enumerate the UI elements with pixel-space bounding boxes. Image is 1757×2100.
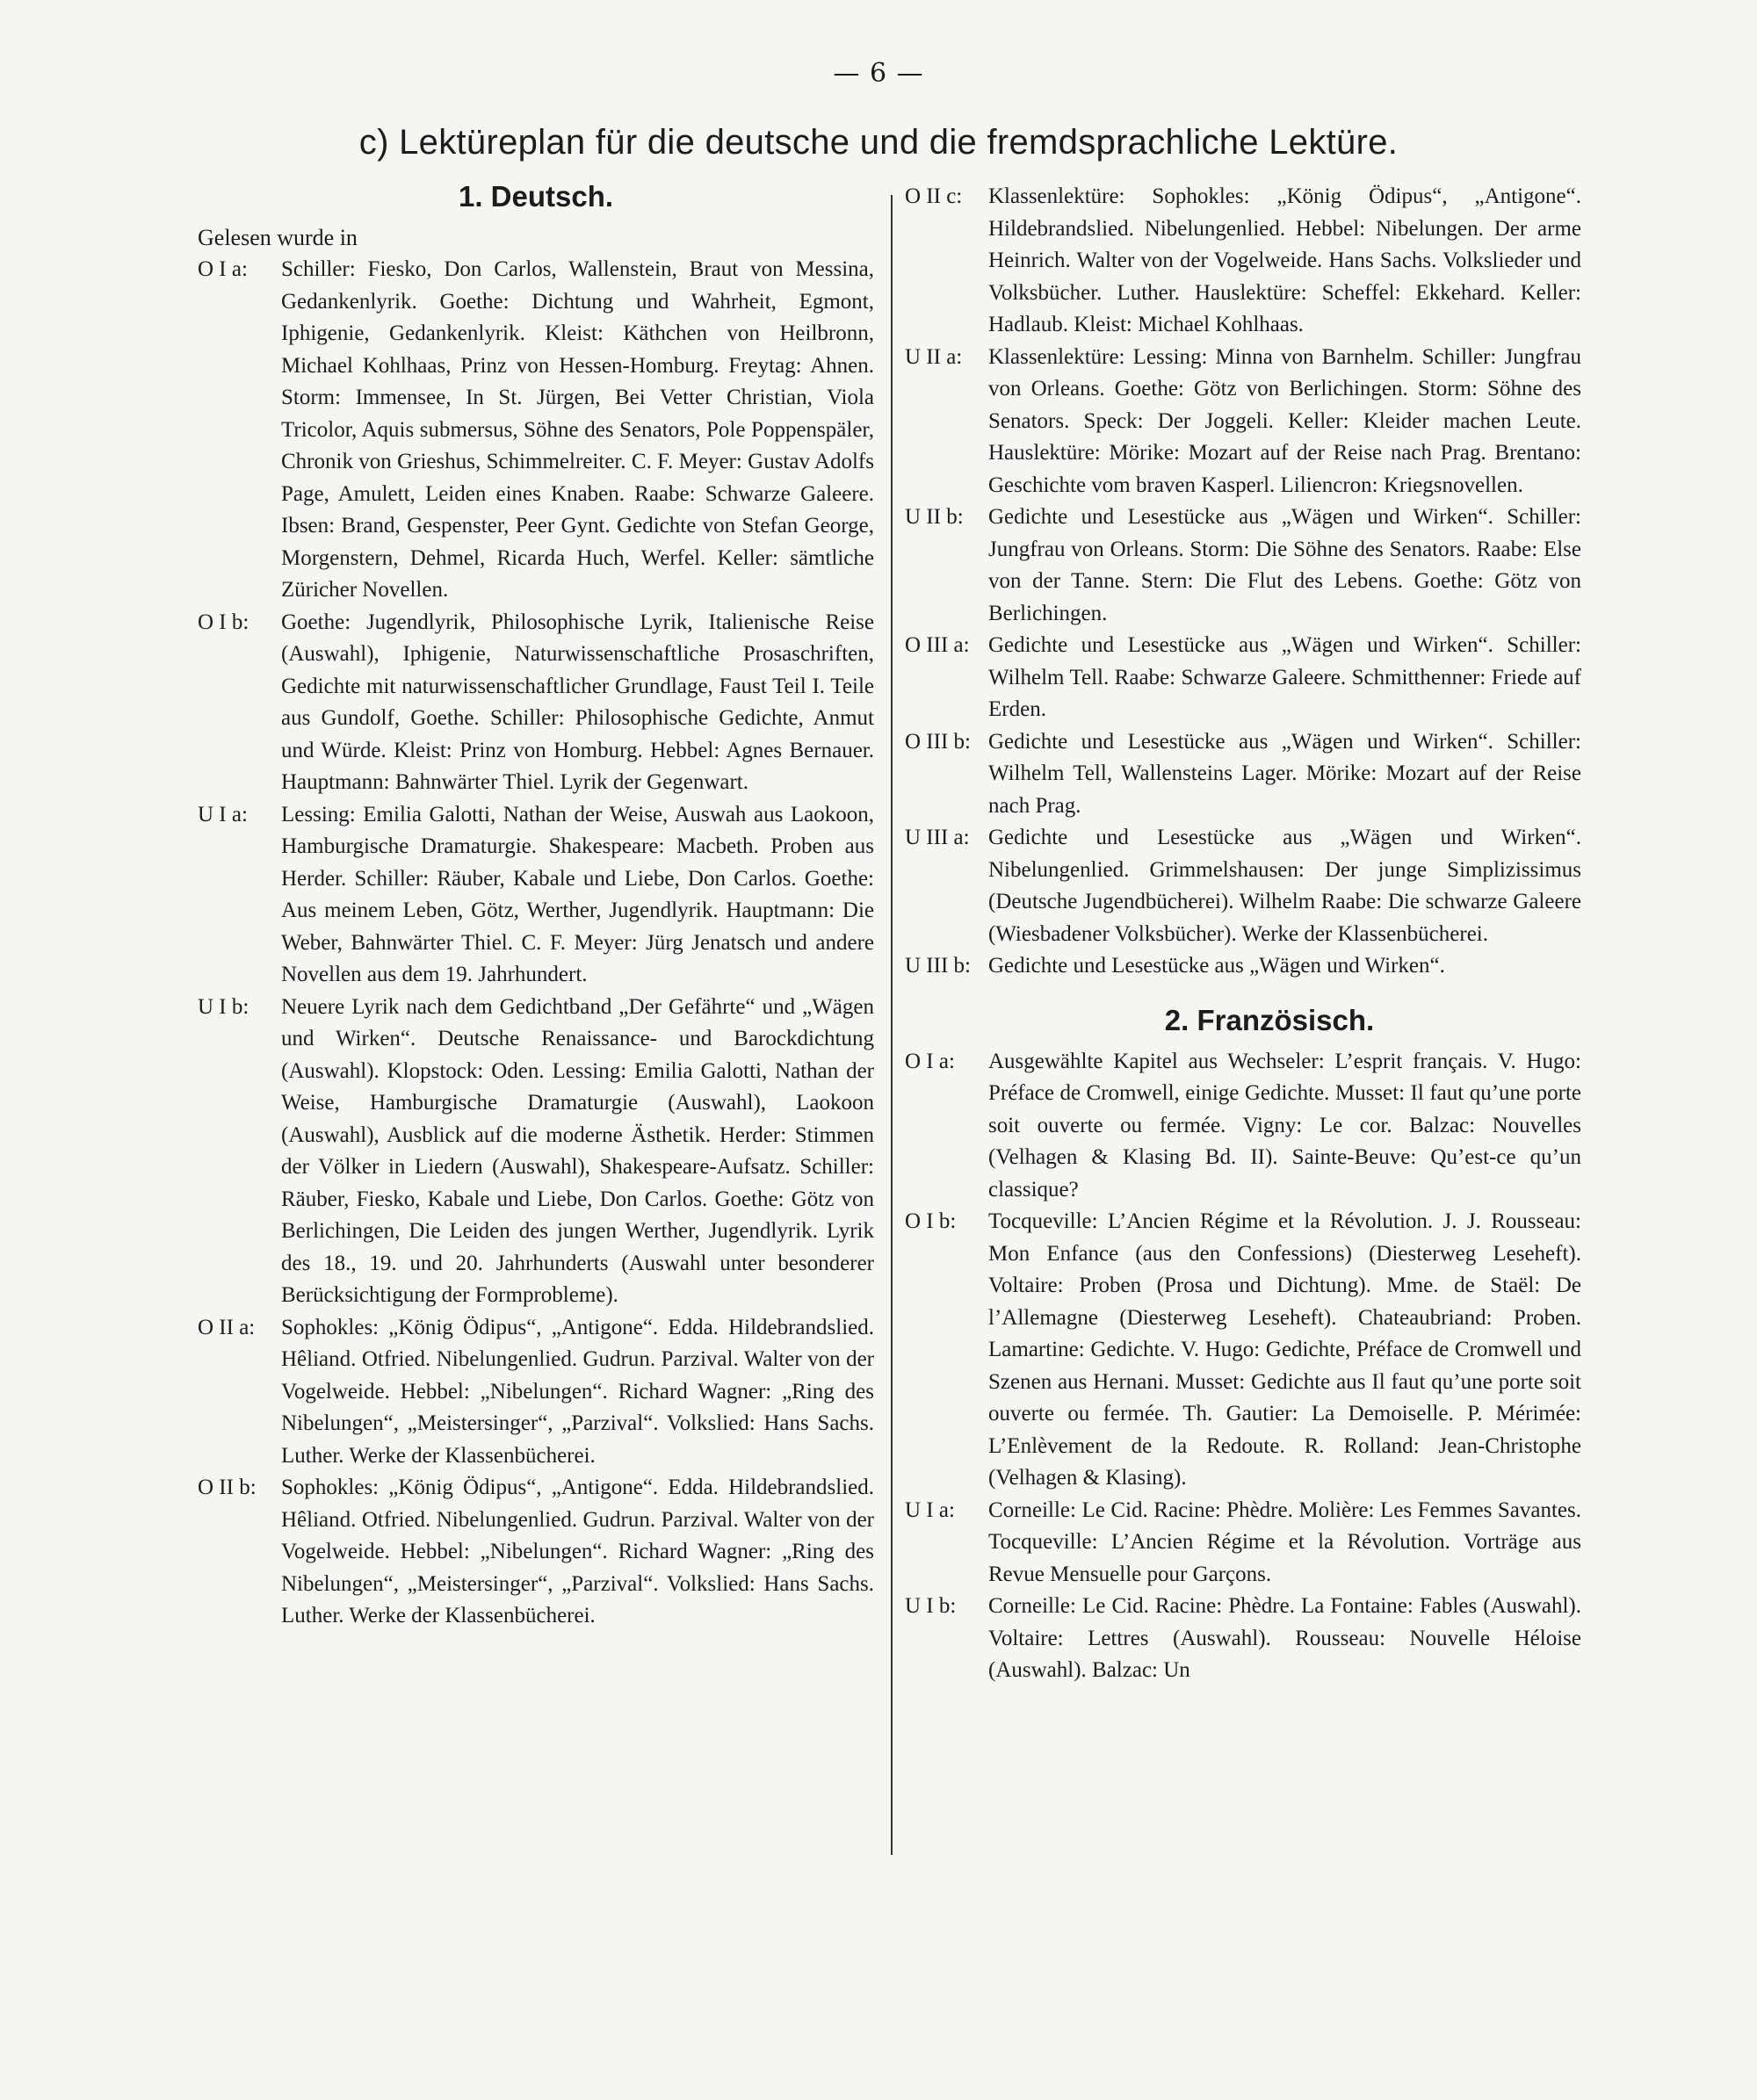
class-label: O III b: bbox=[905, 729, 971, 754]
reading-text: Goethe: Jugendlyrik, Philosophische Lyrik, Italienische Reise (Auswahl), Iphigenie, Naturwissenschaftliche Prosaschriften, Gedichte mit naturwissenschaftlicher Grundlage, Faust Teil I. Teile aus Gundolf, Goethe. Schiller: Philosophische Gedichte, Anmut und Würde. Kleist: Prinz von Homburg. Hebbel: Agnes Bernauer. Hauptmann: Bahnwärter Thiel. Lyrik der Gegenwart. bbox=[281, 610, 874, 794]
class-label: O II a: bbox=[198, 1315, 256, 1339]
class-label: U III b: bbox=[905, 954, 971, 978]
class-label: O I b: bbox=[198, 610, 249, 634]
class-label: U I b: bbox=[198, 994, 249, 1019]
class-label: U II b: bbox=[905, 505, 964, 529]
class-label: O I a: bbox=[905, 1049, 955, 1073]
reading-entry bbox=[198, 1312, 874, 1473]
reading-entry bbox=[198, 254, 874, 607]
reading-entry bbox=[905, 630, 1581, 726]
reading-text: Klassenlektüre: Lessing: Minna von Barnhelm. Schiller: Jungfrau von Orleans. Goethe: Götz von Berlichingen. Storm: Söhne des Senators. Speck: Der Joggeli. Keller: Kleider machen Leute. Hauslektüre: Mörike: Mozart auf der Reise nach Prag. Brentano: Geschichte vom braven Kasperl. Liliencron: Kriegsnovellen. bbox=[988, 344, 1581, 497]
reading-entry bbox=[905, 950, 1581, 983]
reading-entry bbox=[905, 726, 1581, 823]
reading-text: Ausgewählte Kapitel aus Wechseler: L’esprit français. V. Hugo: Préface de Cromwell, einige Gedichte. Musset: Il faut qu’une porte soit ouverte ou fermée. Vigny: Le cor. Balzac: Nouvelles (Velhagen & Klasing Bd. II). Sainte-Beuve: Qu’est-ce qu’un classique? bbox=[988, 1049, 1581, 1202]
reading-text: Klassenlektüre: Sophokles: „König Ödipus“, „Antigone“. Hildebrandslied. Nibelungenlied. Hebbel: Nibelungen. Der arme Heinrich. Walter von der Vogelweide. Hans Sachs. Volkslieder und Volksbücher. Luther. Hauslektüre: Scheffel: Ekkehard. Keller: Hadlaub. Kleist: Michael Kohlhaas. bbox=[988, 184, 1581, 336]
section-heading-deutsch: 1. Deutsch. bbox=[458, 180, 614, 213]
reading-text: Corneille: Le Cid. Racine: Phèdre. La Fontaine: Fables (Auswahl). Voltaire: Lettres (Auswahl). Rousseau: Nouvelle Héloise (Auswahl). Balzac: Un bbox=[988, 1594, 1581, 1682]
reading-entry bbox=[905, 181, 1581, 342]
reading-text: Gedichte und Lesestücke aus „Wägen und Wirken“. Schiller: Wilhelm Tell. Raabe: Schwarze Galeere. Schmitthenner: Friede auf Erden. bbox=[988, 633, 1581, 721]
reading-text: Gedichte und Lesestücke aus „Wägen und Wirken“. Nibelungenlied. Grimmelshausen: Der junge Simplizissimus (Deutsche Jugendbücherei). Wilhelm Raabe: Die schwarze Galeere (Wiesbadener Volksbücher). Werke der Klassenbücherei. bbox=[988, 826, 1581, 946]
reading-text: Gedichte und Lesestücke aus „Wägen und Wirken“. Schiller: Jungfrau von Orleans. Storm: Die Söhne des Senators. Raabe: Else von der Tanne. Stern: Die Flut des Lebens. Goethe: Götz von Berlichingen. bbox=[988, 505, 1581, 625]
reading-entry bbox=[905, 1206, 1581, 1495]
reading-text: Lessing: Emilia Galotti, Nathan der Weise, Auswah aus Laokoon, Hamburgische Dramaturgie. Shakespeare: Macbeth. Proben aus Herder. Schiller: Räuber, Kabale und Liebe, Don Carlos. Goethe: Aus meinem Leben, Götz, Werther, Jugendlyrik. Hauptmann: Die Weber, Bahnwärter Thiel. C. F. Meyer: Jürg Jenatsch und andere Novellen aus dem 19. Jahrhundert. bbox=[281, 802, 874, 986]
left-column bbox=[198, 180, 874, 2060]
reading-entry bbox=[905, 822, 1581, 950]
reading-text: Gedichte und Lesestücke aus „Wägen und Wirken“. bbox=[988, 954, 1445, 978]
class-label: U III a: bbox=[905, 826, 970, 849]
reading-text: Sophokles: „König Ödipus“, „Antigone“. Edda. Hildebrandslied. Hêliand. Otfried. Nibelungenlied. Gudrun. Parzival. Walter von der Vogelweide. Hebbel: „Nibelungen“. Richard Wagner: „Ring des Nibelungen“, „Meistersinger“, „Parzival“. Volkslied: Hans Sachs. Luther. Werke der Klassenbücherei. bbox=[281, 1476, 874, 1627]
section-heading-franzoesisch: 2. Französisch. bbox=[1164, 1003, 1375, 1036]
reading-entry bbox=[905, 1591, 1581, 1687]
page-number: — 6 — bbox=[833, 58, 924, 89]
reading-entry bbox=[905, 1495, 1581, 1591]
class-label: U II a: bbox=[905, 344, 963, 369]
reading-entry bbox=[905, 342, 1581, 502]
right-column bbox=[905, 181, 1581, 2060]
class-label: U I b: bbox=[905, 1594, 957, 1618]
intro-text: Gelesen wurde in bbox=[198, 225, 358, 250]
column-divider bbox=[891, 195, 893, 1855]
reading-entry bbox=[198, 607, 874, 799]
reading-entry bbox=[905, 502, 1581, 630]
reading-entry bbox=[198, 992, 874, 1312]
class-label: O I b: bbox=[905, 1209, 957, 1233]
reading-entry bbox=[198, 1472, 874, 1633]
page-title: c) Lektüreplan für die deutsche und die fremdsprachliche Lektüre. bbox=[358, 123, 1399, 162]
class-label: O I a: bbox=[198, 257, 248, 281]
reading-text: Schiller: Fiesko, Don Carlos, Wallenstein, Braut von Messina, Gedankenlyrik. Goethe: Dichtung und Wahrheit, Egmont, Iphigenie, Gedankenlyrik. Kleist: Käthchen von Heilbronn, Michael Kohlhaas, Prinz von Hessen-Homburg. Freytag: Ahnen. Storm: Immensee, In St. Jürgen, Bei Vetter Christian, Viola Tricolor, Aquis submersus, Söhne des Senators, Pole Poppenspäler, Chronik von Grieshus, Schimmelreiter. C. F. Meyer: Gustav Adolfs Page, Amulett, Leiden eines Knaben. Raabe: Schwarze Galeere. Ibsen: Brand, Gespenster, Peer Gynt. Gedichte von Stefan George, Morgenstern, Dehmel, Ricarda Huch, Werfel. Keller: sämtliche Züricher Novellen. bbox=[281, 257, 874, 602]
reading-text: Neuere Lyrik nach dem Gedichtband „Der Gefährte“ und „Wägen und Wirken“. Deutsche Renaissance- und Barockdichtung (Auswahl). Klopstock: Oden. Lessing: Emilia Galotti, Nathan der Weise, Hamburgische Dramaturgie (Auswahl), Laokoon (Auswahl), Ausblick auf die moderne Ästhetik. Herder: Stimmen der Völker in Liedern (Auswahl), Shakespeare-Aufsatz. Schiller: Räuber, Fiesko, Kabale und Liebe, Don Carlos. Goethe: Götz von Berlichingen, Die Leiden des jungen Werther, Jugendlyrik. Lyrik des 18., 19. und 20. Jahrhunderts (Auswahl unter besonderer Berücksichtigung der Formprobleme). bbox=[281, 994, 874, 1307]
reading-entry bbox=[198, 799, 874, 992]
class-label: U I a: bbox=[198, 802, 248, 826]
class-label: O II b: bbox=[198, 1476, 257, 1499]
class-label: U I a: bbox=[905, 1497, 955, 1522]
reading-text: Tocqueville: L’Ancien Régime et la Révolution. J. J. Rousseau: Mon Enfance (aus den Confessions) (Diesterweg Leseheft). Voltaire: Proben (Prosa und Dichtung). Mme. de Staël: De l’Allemagne (Diesterweg Leseheft). Chateaubriand: Proben. Lamartine: Gedichte. V. Hugo: Gedichte, Préface de Cromwell und Szenen aus Hernani. Musset: Gedichte aus Il faut qu’une porte soit ouverte ou fermée. Th. Gautier: La Demoiselle. P. Mérimée: L’Enlèvement de la Redoute. R. Rolland: Jean-Christophe (Velhagen & Klasing). bbox=[988, 1209, 1581, 1490]
class-label: O III a: bbox=[905, 633, 970, 657]
reading-text: Sophokles: „König Ödipus“, „Antigone“. Edda. Hildebrandslied. Hêliand. Otfried. Nibelungenlied. Gudrun. Parzival. Walter von der Vogelweide. Hebbel: „Nibelungen“. Richard Wagner: „Ring des Nibelungen“, „Meistersinger“, „Parzival“. Volkslied: Hans Sachs. Luther. Werke der Klassenbücherei. bbox=[281, 1315, 874, 1468]
reading-text: Gedichte und Lesestücke aus „Wägen und Wirken“. Schiller: Wilhelm Tell, Wallensteins Lager. Mörike: Mozart auf der Reise nach Prag. bbox=[988, 729, 1581, 818]
reading-entry bbox=[905, 1046, 1581, 1207]
reading-text: Corneille: Le Cid. Racine: Phèdre. Molière: Les Femmes Savantes. Tocqueville: L’Ancien Régime et la Révolution. Vorträge aus Revue Mensuelle pour Garçons. bbox=[988, 1497, 1581, 1586]
class-label: O II c: bbox=[905, 184, 963, 208]
